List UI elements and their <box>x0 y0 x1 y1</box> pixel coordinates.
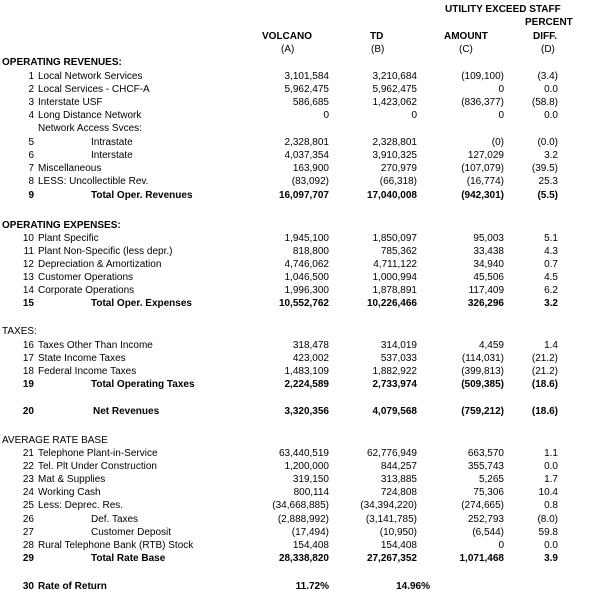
cell-a: 3,320,356 <box>284 406 329 417</box>
row-label: Total Rate Base <box>91 553 166 564</box>
cell-a: 10,552,762 <box>278 298 329 309</box>
row-label: Def. Taxes <box>91 514 139 525</box>
row-label: Network Access Svces: <box>38 123 142 134</box>
row-number: 3 <box>28 97 34 108</box>
cell-a: 423,002 <box>292 353 329 364</box>
cell-d: 10.4 <box>538 487 558 498</box>
cell-b: 3,910,325 <box>372 150 417 161</box>
cell-b: 1,882,922 <box>372 366 417 377</box>
cell-b: 27,267,352 <box>366 553 417 564</box>
cell-b: 17,040,008 <box>366 190 417 201</box>
row-number: 30 <box>22 581 34 592</box>
cell-a: 2,224,589 <box>284 379 329 390</box>
cell-c: (0) <box>491 137 504 148</box>
row-label: Federal Income Taxes <box>38 366 137 377</box>
cell-a: 154,408 <box>292 540 329 551</box>
row-label: Customer Deposit <box>91 527 172 538</box>
cell-b: (34,394,220) <box>360 500 417 511</box>
cell-d: (8.0) <box>537 514 558 525</box>
cell-b: 2,733,974 <box>372 379 417 390</box>
cell-c: (759,212) <box>461 406 504 417</box>
cell-c: (399,813) <box>461 366 504 377</box>
row-number: 21 <box>22 448 34 459</box>
cell-b: 724,808 <box>380 487 417 498</box>
row-number: 17 <box>22 353 34 364</box>
row-label: Less: Deprec. Res. <box>38 500 124 511</box>
row-number: 5 <box>28 137 34 148</box>
row-number: 26 <box>22 514 34 525</box>
cell-c: 75,306 <box>473 487 504 498</box>
cell-a: 16,097,707 <box>278 190 329 201</box>
cell-d: (18.6) <box>531 406 558 417</box>
cell-d: 3.9 <box>544 553 558 564</box>
row-number: 24 <box>22 487 34 498</box>
row-number: 7 <box>28 163 34 174</box>
row-label: Working Cash <box>38 487 101 498</box>
cell-a: 800,114 <box>293 487 329 498</box>
row-number: 16 <box>22 340 34 351</box>
row-label: Local Network Services <box>38 71 143 82</box>
cell-b: 785,362 <box>380 246 417 257</box>
row-label: Mat & Supplies <box>38 474 106 485</box>
cell-b: 537,033 <box>380 353 417 364</box>
cell-a: 1,996,300 <box>284 285 329 296</box>
cell-c: (107,079) <box>461 163 504 174</box>
cell-d: 1.7 <box>544 474 558 485</box>
cell-a: 4,037,354 <box>284 150 329 161</box>
cell-d: (21.2) <box>531 353 558 364</box>
row-label: Miscellaneous <box>38 163 102 174</box>
row-label: Interstate <box>91 150 133 161</box>
cell-c: 1,071,468 <box>459 553 504 564</box>
row-label: Intrastate <box>91 137 133 148</box>
cell-d: (3.4) <box>537 71 558 82</box>
section-operating-revenues: OPERATING REVENUES: <box>2 57 122 68</box>
cell-d: 0.0 <box>544 540 558 551</box>
row-number: 19 <box>22 379 34 390</box>
cell-c: 0 <box>498 540 504 551</box>
cell-b: 14.96% <box>396 581 430 592</box>
row-number: 11 <box>23 246 34 257</box>
cell-a: 319,150 <box>292 474 329 485</box>
cell-c: (274,665) <box>461 500 504 511</box>
header-utility-exceed-staff: UTILITY EXCEED STAFF <box>445 4 561 15</box>
cell-a: (83,092) <box>291 176 329 187</box>
header-amount: AMOUNT <box>444 31 488 42</box>
cell-b: 313,885 <box>380 474 417 485</box>
cell-b: 2,328,801 <box>372 137 417 148</box>
cell-c: (114,031) <box>461 353 504 364</box>
row-number: 27 <box>22 527 34 538</box>
row-number: 14 <box>22 285 34 296</box>
header-sub-c: (C) <box>459 44 473 55</box>
cell-d: (39.5) <box>531 163 558 174</box>
row-number: 6 <box>28 150 34 161</box>
header-diff: DIFF. <box>533 31 557 42</box>
cell-b: (10,950) <box>379 527 417 538</box>
cell-d: 0.8 <box>544 500 558 511</box>
cell-d: 3.2 <box>544 150 558 161</box>
cell-b: 1,878,891 <box>372 285 417 296</box>
cell-b: 844,257 <box>380 461 417 472</box>
cell-c: 33,438 <box>473 246 504 257</box>
cell-a: 818,800 <box>292 246 329 257</box>
row-label: LESS: Uncollectible Rev. <box>38 176 149 187</box>
cell-a: 1,945,100 <box>284 233 329 244</box>
cell-a: 1,046,500 <box>284 272 329 283</box>
cell-b: (66,318) <box>379 176 417 187</box>
cell-b: 4,079,568 <box>372 406 417 417</box>
cell-c: 0 <box>498 84 504 95</box>
cell-c: 326,296 <box>467 298 504 309</box>
cell-b: 1,423,062 <box>372 97 417 108</box>
cell-d: (18.6) <box>531 379 558 390</box>
cell-a: 11.72% <box>295 581 329 592</box>
cell-d: (58.8) <box>531 97 558 108</box>
cell-a: 63,440,519 <box>278 448 329 459</box>
cell-c: 663,570 <box>467 448 504 459</box>
cell-b: 1,850,097 <box>372 233 417 244</box>
cell-c: 5,265 <box>478 474 504 485</box>
cell-b: 3,210,684 <box>372 71 417 82</box>
row-number: 10 <box>22 233 34 244</box>
row-number: 28 <box>22 540 34 551</box>
cell-c: 4,459 <box>478 340 504 351</box>
cell-a: (17,494) <box>291 527 329 538</box>
cell-d: 59.8 <box>538 527 558 538</box>
cell-a: 28,338,820 <box>278 553 329 564</box>
header-volcano: VOLCANO <box>262 31 312 42</box>
section-average-rate-base: AVERAGE RATE BASE <box>2 435 108 446</box>
cell-d: 1.1 <box>544 448 558 459</box>
row-label: Plant Specific <box>38 233 99 244</box>
cell-b: 10,226,466 <box>366 298 417 309</box>
row-number: 8 <box>28 176 34 187</box>
row-label: Net Revenues <box>93 406 160 417</box>
row-label: Local Services - CHCF-A <box>38 84 150 95</box>
cell-a: (2,888,992) <box>277 514 329 525</box>
header-td: TD <box>370 31 384 42</box>
cell-a: 1,200,000 <box>284 461 329 472</box>
cell-b: 154,408 <box>380 540 417 551</box>
cell-d: 0.0 <box>544 461 558 472</box>
row-label: Rate of Return <box>38 581 107 592</box>
cell-c: (836,377) <box>461 97 504 108</box>
row-number: 25 <box>22 500 34 511</box>
row-number: 29 <box>22 553 34 564</box>
cell-d: 0.0 <box>544 110 558 121</box>
row-number: 9 <box>28 190 34 201</box>
row-label: Telephone Plant-in-Service <box>38 448 158 459</box>
cell-b: 62,776,949 <box>366 448 417 459</box>
cell-b: 0 <box>411 110 417 121</box>
cell-c: 252,793 <box>467 514 504 525</box>
cell-d: (0.0) <box>537 137 558 148</box>
cell-d: 6.2 <box>544 285 558 296</box>
cell-d: 3.2 <box>544 298 558 309</box>
row-number: 22 <box>22 461 34 472</box>
row-label: Total Operating Taxes <box>91 379 195 390</box>
cell-c: 0 <box>498 110 504 121</box>
row-label: Long Distance Network <box>38 110 142 121</box>
cell-c: (509,385) <box>461 379 504 390</box>
cell-a: 163,900 <box>292 163 329 174</box>
cell-c: 355,743 <box>467 461 504 472</box>
row-label: Rural Telephone Bank (RTB) Stock <box>38 540 194 551</box>
cell-d: 4.3 <box>544 246 558 257</box>
cell-d: (21.2) <box>531 366 558 377</box>
cell-a: (34,668,885) <box>272 500 329 511</box>
cell-b: 5,962,475 <box>372 84 417 95</box>
cell-d: 4.5 <box>544 272 558 283</box>
row-label: State Income Taxes <box>38 353 126 364</box>
cell-b: 314,019 <box>380 340 417 351</box>
row-number: 18 <box>22 366 34 377</box>
section-operating-expenses: OPERATING EXPENSES: <box>2 220 121 231</box>
cell-b: (3,141,785) <box>365 514 417 525</box>
row-label: Customer Operations <box>38 272 134 283</box>
cell-c: (16,774) <box>466 176 504 187</box>
cell-c: 117,409 <box>468 285 504 296</box>
header-percent: PERCENT <box>525 17 573 28</box>
cell-a: 4,746,062 <box>284 259 329 270</box>
header-sub-d: (D) <box>541 44 555 55</box>
cell-a: 2,328,801 <box>284 137 329 148</box>
row-number: 12 <box>22 259 34 270</box>
cell-d: (5.5) <box>537 190 558 201</box>
cell-d: 0.7 <box>544 259 558 270</box>
cell-d: 25.3 <box>538 176 558 187</box>
cell-b: 1,000,994 <box>372 272 417 283</box>
cell-b: 4,711,122 <box>373 259 417 270</box>
row-label: Corporate Operations <box>38 285 135 296</box>
row-number: 2 <box>28 84 34 95</box>
cell-c: (6,544) <box>472 527 504 538</box>
row-number: 4 <box>28 110 34 121</box>
cell-d: 5.1 <box>544 233 558 244</box>
row-label: Total Oper. Revenues <box>91 190 193 201</box>
cell-c: 95,003 <box>473 233 504 244</box>
cell-a: 5,962,475 <box>284 84 329 95</box>
row-label: Depreciation & Amortization <box>38 259 162 270</box>
header-sub-b: (B) <box>371 44 385 55</box>
cell-c: 127,029 <box>467 150 504 161</box>
header-sub-a: (A) <box>281 44 295 55</box>
row-label: Taxes Other Than Income <box>38 340 153 351</box>
cell-a: 3,101,584 <box>284 71 329 82</box>
row-number: 1 <box>28 71 34 82</box>
cell-a: 1,483,109 <box>284 366 329 377</box>
cell-c: (109,100) <box>461 71 504 82</box>
section-taxes: TAXES: <box>2 326 37 337</box>
cell-b: 270,979 <box>380 163 417 174</box>
cell-a: 318,478 <box>292 340 329 351</box>
cell-a: 0 <box>323 110 329 121</box>
cell-c: (942,301) <box>461 190 504 201</box>
row-label: Total Oper. Expenses <box>91 298 192 309</box>
row-label: Interstate USF <box>38 97 103 108</box>
cell-c: 34,940 <box>473 259 504 270</box>
row-number: 15 <box>22 298 34 309</box>
cell-a: 586,685 <box>292 97 329 108</box>
cell-c: 45,506 <box>473 272 504 283</box>
row-number: 23 <box>22 474 34 485</box>
cell-d: 0.0 <box>544 84 558 95</box>
row-number: 13 <box>22 272 34 283</box>
row-number: 20 <box>22 406 34 417</box>
cell-d: 1.4 <box>544 340 558 351</box>
row-label: Plant Non-Specific (less depr.) <box>38 246 173 257</box>
row-label: Tel. Plt Under Construction <box>38 461 157 472</box>
